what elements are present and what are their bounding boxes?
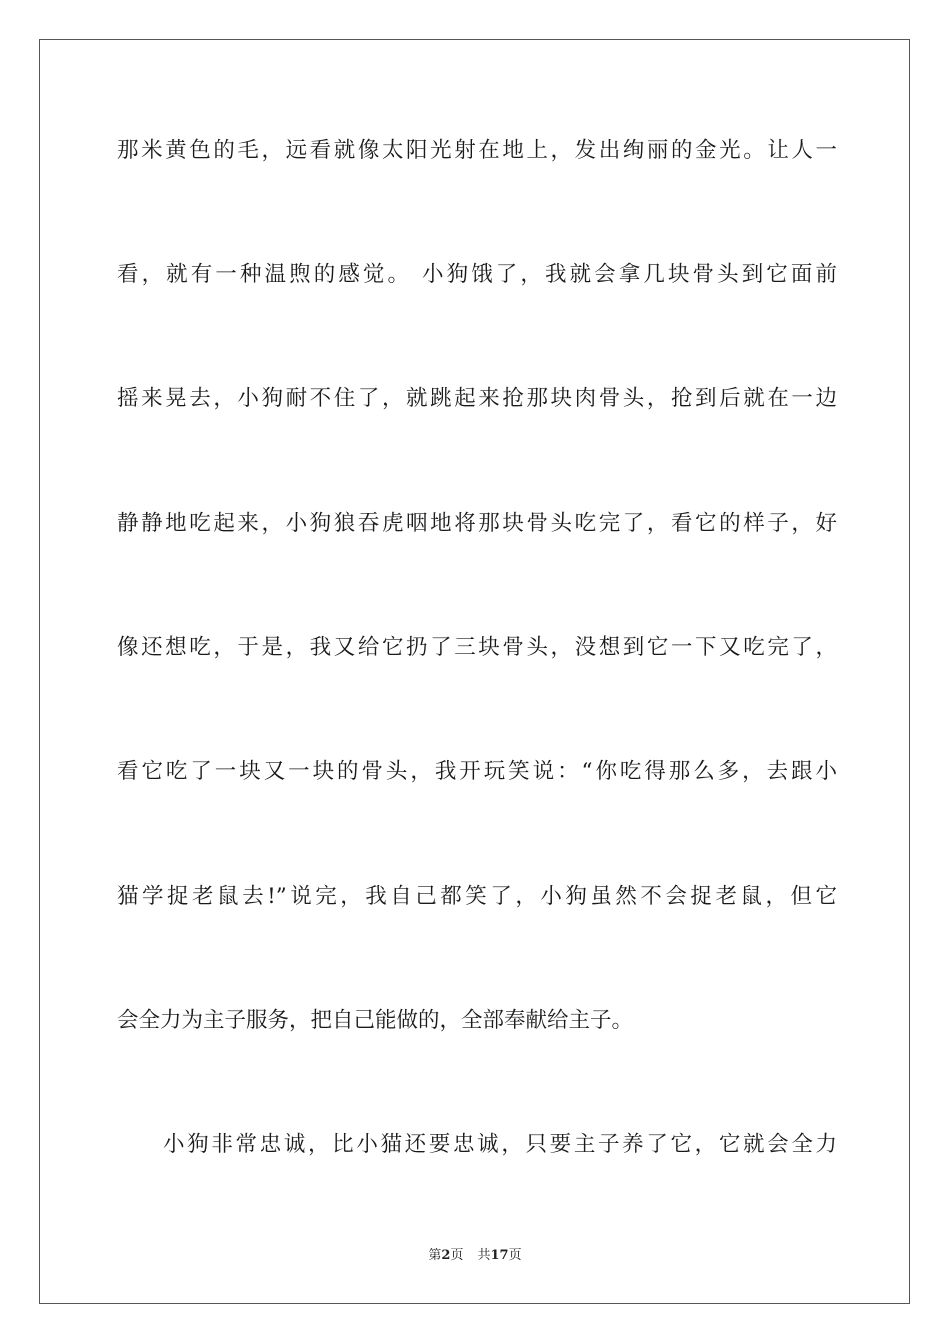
text-line-9-paragraph-start: 小狗非常忠诚，比小猫还要忠诚，只要主子养了它，它就会全力 (163, 1132, 837, 1157)
text-line-4: 静静地吃起来，小狗狼吞虎咽地将那块骨头吃完了，看它的样子，好 (117, 511, 837, 536)
page-border (39, 39, 910, 1304)
page-footer (0, 1246, 950, 1266)
total-prefix: 共 (477, 1248, 491, 1263)
text-line-5: 像还想吃，于是，我又给它扔了三块骨头，没想到它一下又吃完了， (117, 635, 837, 660)
page-prefix: 第 (428, 1248, 442, 1263)
text-line-8: 会全力为主子服务，把自己能做的，全部奉献给主子。 (117, 1008, 634, 1033)
text-line-3: 摇来晃去，小狗耐不住了，就跳起来抢那块肉骨头，抢到后就在一边 (117, 386, 837, 411)
total-suffix: 页 (508, 1248, 522, 1263)
text-line-7: 猫学捉老鼠去!”说完，我自己都笑了，小狗虽然不会捉老鼠，但它 (117, 884, 837, 909)
text-line-1: 那米黄色的毛，远看就像太阳光射在地上，发出绚丽的金光。让人一 (117, 138, 837, 163)
text-line-2: 看，就有一种温煦的感觉。 小狗饿了，我就会拿几块骨头到它面前 (117, 262, 837, 287)
page-suffix: 页 (450, 1248, 464, 1263)
page-number: 2 (441, 1248, 451, 1263)
text-line-6: 看它吃了一块又一块的骨头，我开玩笑说：“你吃得那么多，去跟小 (117, 759, 837, 784)
total-pages: 17 (490, 1248, 509, 1263)
